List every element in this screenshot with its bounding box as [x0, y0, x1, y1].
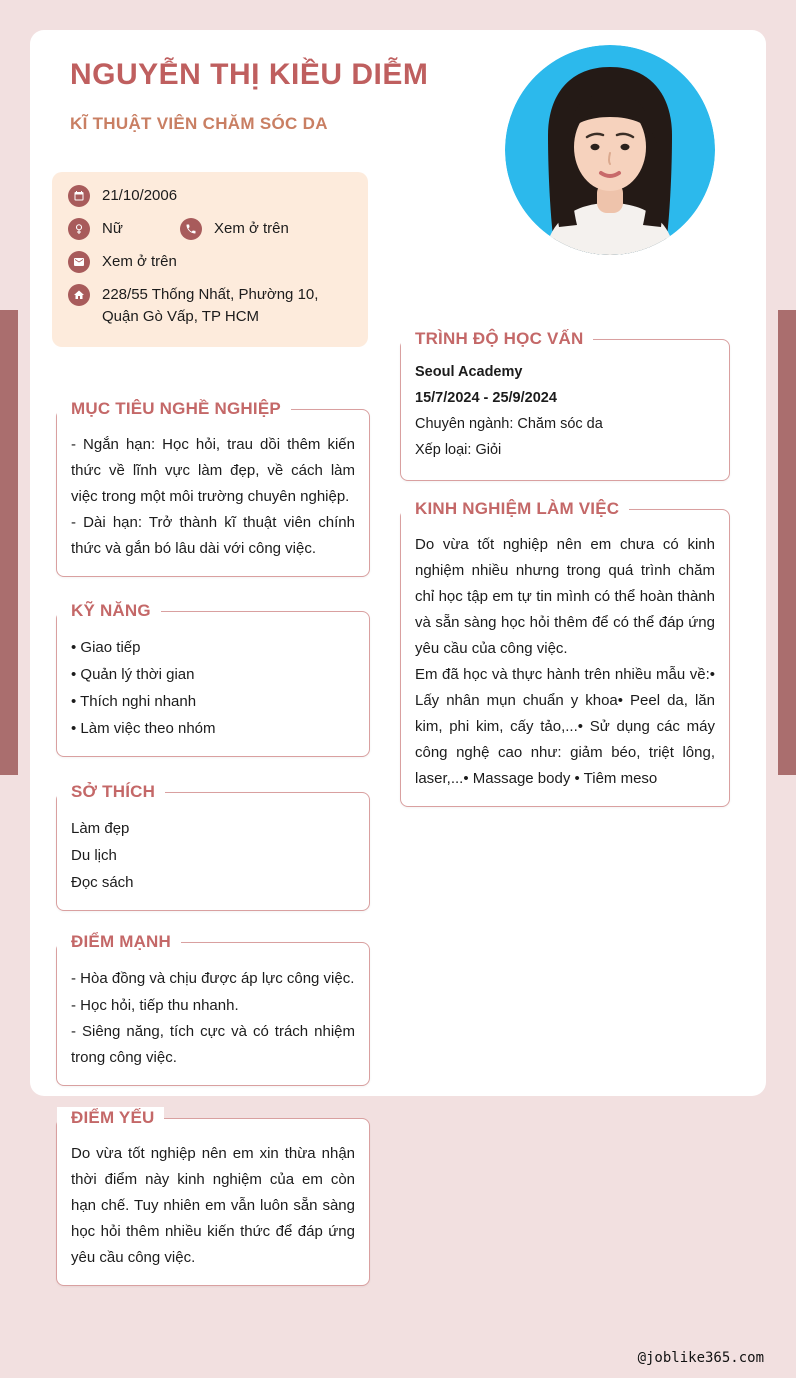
- left-accent-bar: [0, 310, 18, 775]
- profile-photo: [505, 45, 715, 255]
- education-box: [400, 329, 730, 481]
- weaknesses-paragraph: Do vừa tốt nghiệp nên em xin thừa nhận thời điểm này kinh nghiệm của em còn hạn chế. Tuy nhiên em vẫn luôn sẵn sàng học hỏi thêm nhiều kiến thức để đáp ứng yêu cầu công việc.: [71, 1145, 355, 1266]
- gender-value: Nữ: [102, 220, 123, 237]
- education-period: 15/7/2024 - 25/9/2024: [415, 390, 557, 406]
- objective-box: [56, 399, 370, 577]
- contact-row-address: [68, 284, 352, 328]
- birthday-value: 21/10/2006: [102, 187, 178, 204]
- section-strengths: [56, 932, 370, 1086]
- strengths-title: ĐIỂM MẠNH: [57, 931, 181, 955]
- address-value: 228/55 Thống Nhất, Phường 10, Quận Gò Vấp, TP HCM: [102, 286, 319, 325]
- skills-box: [56, 601, 370, 757]
- watermark: @joblike365.com: [637, 1350, 764, 1366]
- experience-box: [400, 499, 730, 807]
- section-experience: [400, 499, 730, 807]
- objective-title: MỤC TIÊU NGHỀ NGHIỆP: [57, 398, 291, 422]
- strength-item: - Hòa đồng và chịu được áp lực công việc.: [71, 970, 355, 987]
- hobbies-title: SỞ THÍCH: [57, 781, 165, 805]
- weaknesses-title: ĐIỂM YẾU: [57, 1107, 164, 1131]
- gender-icon: [68, 218, 90, 240]
- hobby-item: Du lịch: [71, 847, 117, 864]
- phone-icon: [180, 218, 202, 240]
- calendar-icon: [68, 185, 90, 207]
- strength-item: - Siêng năng, tích cực và có trách nhiệm trong công việc.: [71, 1023, 355, 1066]
- education-title: TRÌNH ĐỘ HỌC VẤN: [401, 328, 593, 352]
- hobby-item: Làm đẹp: [71, 820, 130, 837]
- contact-row-birthday: [68, 185, 352, 207]
- gender-pair: [68, 218, 180, 240]
- skills-title: KỸ NĂNG: [57, 600, 161, 624]
- section-weaknesses: [56, 1108, 370, 1286]
- candidate-role: KĨ THUẬT VIÊN CHĂM SÓC DA: [70, 114, 328, 133]
- email-icon: [68, 251, 90, 273]
- skill-item: • Làm việc theo nhóm: [71, 720, 216, 737]
- skill-item: • Giao tiếp: [71, 639, 141, 656]
- strength-item: - Học hỏi, tiếp thu nhanh.: [71, 997, 239, 1014]
- education-school: Seoul Academy: [415, 364, 523, 380]
- hobby-item: Đọc sách: [71, 874, 134, 891]
- home-icon: [68, 284, 90, 306]
- experience-title: KINH NGHIỆM LÀM VIỆC: [401, 498, 629, 522]
- experience-paragraph: Do vừa tốt nghiệp nên em chưa có kinh nghiệm nhiều nhưng trong quá trình chăm chỉ học tập em tự tin mình có thể hoàn thành và sẵn sàng học hỏi thêm để có thể đáp ứng yêu cầu của công việc.: [415, 536, 715, 657]
- section-hobbies: [56, 782, 370, 911]
- person-avatar: [505, 45, 715, 255]
- skill-item: • Thích nghi nhanh: [71, 693, 197, 710]
- contact-info-box: [52, 172, 368, 347]
- hobbies-box: [56, 782, 370, 911]
- contact-row-email: [68, 251, 352, 273]
- experience-paragraph: Em đã học và thực hành trên nhiều mẫu về:• Lấy nhân mụn chuẩn y khoa• Peel da, lăn kim, phi kim, cấy tảo,...• Sử dụng các máy công nghệ cao như: giảm béo, triệt lông, laser,...• Massage body • Tiêm meso: [415, 666, 715, 787]
- right-accent-bar: [778, 310, 796, 775]
- phone-value: Xem ở trên: [214, 220, 289, 237]
- skill-item: • Quản lý thời gian: [71, 666, 195, 683]
- weaknesses-box: [56, 1108, 370, 1286]
- email-value: Xem ở trên: [102, 253, 177, 270]
- section-skills: [56, 601, 370, 757]
- candidate-name: NGUYỄN THỊ KIỀU DIỄM: [70, 58, 429, 91]
- section-objective: [56, 399, 370, 577]
- objective-paragraph: - Dài hạn: Trở thành kĩ thuật viên chính thức và gắn bó lâu dài với công việc.: [71, 514, 355, 557]
- contact-row-gender-phone: [68, 218, 352, 240]
- phone-pair: [180, 218, 289, 240]
- education-grade: Xếp loại: Giỏi: [415, 442, 502, 458]
- objective-paragraph: - Ngắn hạn: Học hỏi, trau dồi thêm kiến thức về lĩnh vực làm đẹp, về cách làm việc trong một môi trường chuyên nghiệp.: [71, 436, 355, 505]
- strengths-box: [56, 932, 370, 1086]
- education-major: Chuyên ngành: Chăm sóc da: [415, 416, 603, 432]
- section-education: [400, 329, 730, 481]
